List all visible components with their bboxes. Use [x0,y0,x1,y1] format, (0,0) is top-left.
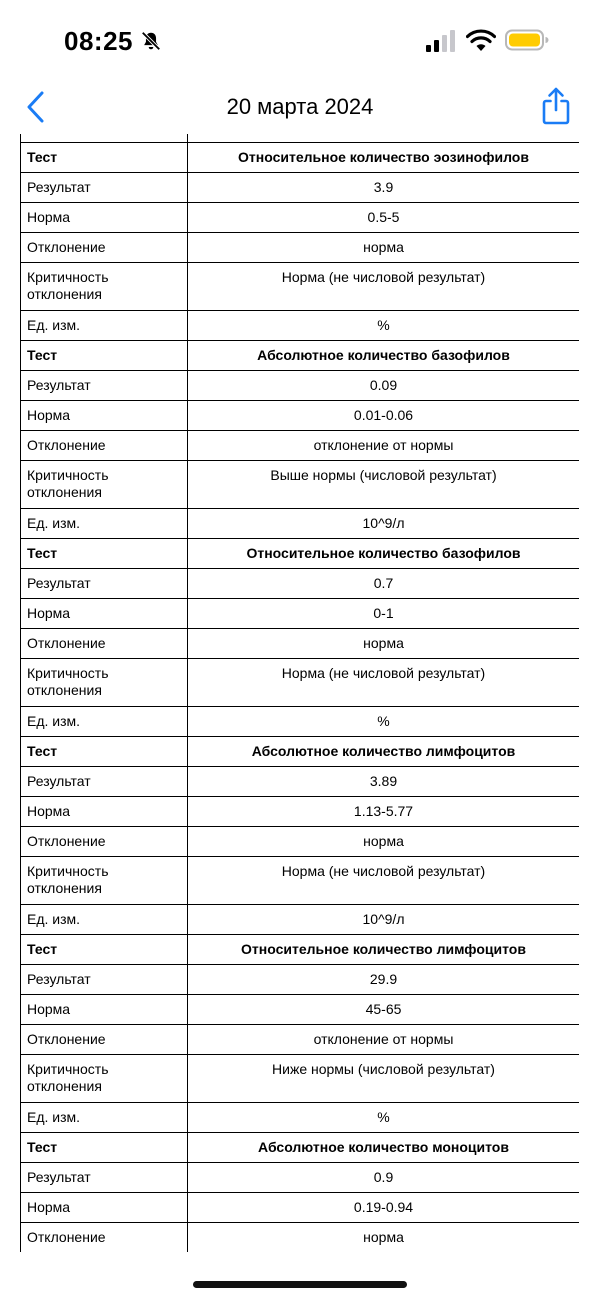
table-row [21,707,580,737]
field-label-cell: Критичность отклонения [21,461,188,509]
table-row [21,371,580,401]
status-time: 08:25 [64,26,133,56]
field-value-cell: норма [188,1223,580,1253]
table-row [21,995,580,1025]
field-label-cell: Отклонение [21,827,188,857]
test-name-cell: Абсолютное количество моноцитов [188,1133,580,1163]
test-label-cell: Тест [21,539,188,569]
field-label-cell: Ед. изм. [21,509,188,539]
test-name-cell: Относительное количество базофилов [188,539,580,569]
field-value-cell: 3.89 [188,767,580,797]
test-label-cell: Тест [21,737,188,767]
field-value-cell: 0.5-5 [188,203,580,233]
table-row [21,509,580,539]
field-value-cell: 0.19-0.94 [188,1193,580,1223]
table-row [21,173,580,203]
table-row [21,1193,580,1223]
field-label-cell: Ед. изм. [21,707,188,737]
table-row [21,311,580,341]
field-label-cell: Отклонение [21,431,188,461]
field-value-cell: 45-65 [188,995,580,1025]
field-value-cell: 3.9 [188,173,580,203]
test-label-cell: Тест [21,341,188,371]
field-label-cell: Норма [21,995,188,1025]
navigation-bar [0,80,600,132]
table-row [21,629,580,659]
test-name-cell: Относительное количество лимфоцитов [188,935,580,965]
field-value-cell: Ниже нормы (числовой результат) [188,1055,580,1103]
field-label-cell: Результат [21,371,188,401]
test-header-row [21,1133,580,1163]
page-title: 20 марта 2024 [226,94,374,119]
battery-icon [505,29,549,51]
field-label-cell: Норма [21,401,188,431]
table-row [21,1223,580,1253]
table-row [21,599,580,629]
wifi-icon [466,28,496,52]
field-value-cell: 0.09 [188,371,580,401]
test-label-cell: Тест [21,935,188,965]
field-label-cell: Норма [21,203,188,233]
field-value-cell: % [188,311,580,341]
bell-muted-icon [140,30,162,52]
field-value-cell: Норма (не числовой результат) [188,857,580,905]
table-border-stub [187,134,188,142]
table-row [21,203,580,233]
table-row [21,767,580,797]
test-header-row [21,737,580,767]
field-value-cell: 0.7 [188,569,580,599]
test-header-row [21,143,580,173]
field-label-cell: Отклонение [21,233,188,263]
test-label-cell: Тест [21,143,188,173]
table-row [21,401,580,431]
field-label-cell: Ед. изм. [21,905,188,935]
field-label-cell: Ед. изм. [21,1103,188,1133]
table-row [21,905,580,935]
field-value-cell: норма [188,233,580,263]
field-label-cell: Отклонение [21,1025,188,1055]
field-value-cell: 0.01-0.06 [188,401,580,431]
table-row [21,1025,580,1055]
table-row [21,965,580,995]
table-row [21,569,580,599]
table-row [21,1103,580,1133]
field-label-cell: Отклонение [21,1223,188,1253]
field-label-cell: Критичность отклонения [21,263,188,311]
field-value-cell: % [188,1103,580,1133]
test-name-cell: Абсолютное количество лимфоцитов [188,737,580,767]
field-value-cell: 10^9/л [188,509,580,539]
table-row [21,857,580,905]
results-table-container[interactable] [20,134,579,1252]
test-header-row [21,341,580,371]
field-label-cell: Результат [21,965,188,995]
table-border-stub [20,134,21,142]
field-label-cell: Норма [21,797,188,827]
field-label-cell: Результат [21,767,188,797]
status-bar [0,0,600,80]
table-row [21,1055,580,1103]
test-name-cell: Абсолютное количество базофилов [188,341,580,371]
test-name-cell: Относительное количество эозинофилов [188,143,580,173]
field-value-cell: Норма (не числовой результат) [188,263,580,311]
field-value-cell: отклонение от нормы [188,1025,580,1055]
field-label-cell: Ед. изм. [21,311,188,341]
cellular-signal-icon [426,30,458,52]
field-value-cell: 1.13-5.77 [188,797,580,827]
field-value-cell: 0.9 [188,1163,580,1193]
test-header-row [21,539,580,569]
test-header-row [21,935,580,965]
field-value-cell: 10^9/л [188,905,580,935]
test-label-cell: Тест [21,1133,188,1163]
table-row [21,461,580,509]
table-row [21,263,580,311]
field-value-cell: норма [188,629,580,659]
field-value-cell: Выше нормы (числовой результат) [188,461,580,509]
table-row [21,659,580,707]
battery-level [509,34,540,47]
field-value-cell: норма [188,827,580,857]
field-label-cell: Норма [21,1193,188,1223]
field-label-cell: Норма [21,599,188,629]
field-label-cell: Результат [21,569,188,599]
home-indicator[interactable] [193,1281,407,1288]
table-row [21,827,580,857]
field-label-cell: Критичность отклонения [21,857,188,905]
field-value-cell: отклонение от нормы [188,431,580,461]
table-row [21,431,580,461]
field-label-cell: Отклонение [21,629,188,659]
field-label-cell: Результат [21,173,188,203]
lab-results-table [20,142,579,1252]
field-value-cell: 29.9 [188,965,580,995]
table-body [21,143,580,1253]
share-icon[interactable] [540,86,572,126]
field-value-cell: Норма (не числовой результат) [188,659,580,707]
field-value-cell: % [188,707,580,737]
table-row [21,233,580,263]
table-row [21,1163,580,1193]
field-value-cell: 0-1 [188,599,580,629]
field-label-cell: Критичность отклонения [21,659,188,707]
table-row [21,797,580,827]
field-label-cell: Результат [21,1163,188,1193]
field-label-cell: Критичность отклонения [21,1055,188,1103]
